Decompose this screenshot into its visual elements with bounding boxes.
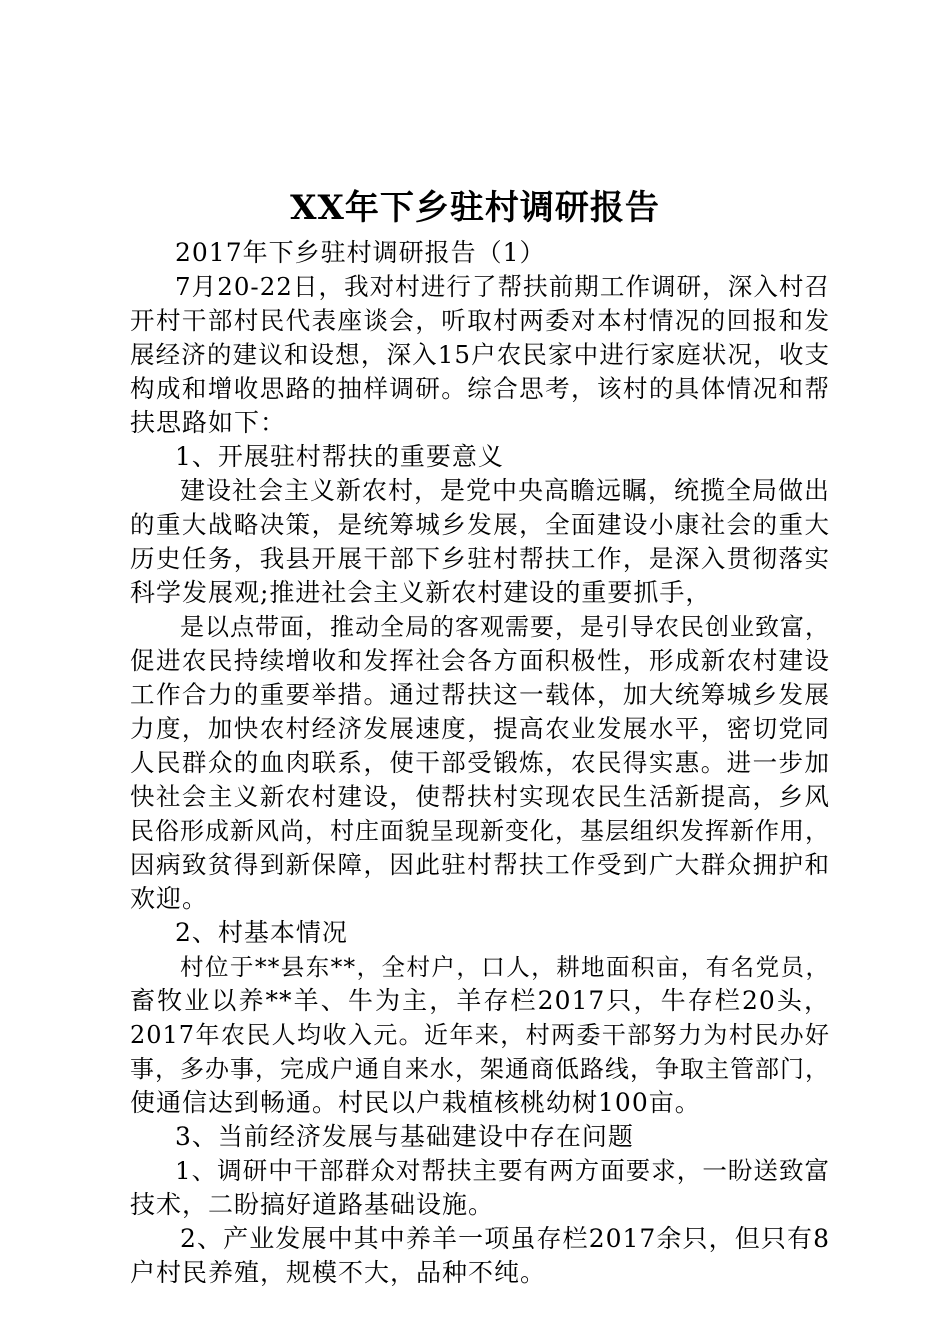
paragraph-line: 建设社会主义新农村，是党中央高瞻远瞩，统揽全局做出 (180, 476, 831, 505)
paragraph-line: 开村干部村民代表座谈会，听取村两委对本村情况的回报和发 (130, 306, 830, 335)
section-heading: 2、村基本情况 (175, 918, 348, 947)
paragraph-line: 工作合力的重要举措。通过帮扶这一载体，加大统筹城乡发展 (130, 680, 830, 709)
paragraph-line: 使通信达到畅通。村民以户栽植核桃幼树100亩。 (130, 1088, 701, 1117)
paragraph-line: 技术，二盼搞好道路基础设施。 (130, 1190, 495, 1219)
paragraph-line: 科学发展观;推进社会主义新农村建设的重要抓手， (130, 578, 712, 607)
paragraph-line: 村位于**县东**，全村户，口人，耕地面积亩，有名党员， (180, 953, 830, 981)
paragraph-line: 构成和增收思路的抽样调研。综合思考，该村的具体情况和帮 (130, 374, 830, 403)
paragraph-line: 畜牧业以养**羊、牛为主，羊存栏2017只，牛存栏20头， (130, 986, 830, 1015)
paragraph-line: 2、产业发展中其中养羊一项虽存栏2017余只，但只有8 (180, 1224, 830, 1253)
paragraph-line: 是以点带面，推动全局的客观需要，是引导农民创业致富， (180, 613, 830, 641)
paragraph-line: 人民群众的血肉联系，使干部受锻炼，农民得实惠。进一步加 (130, 748, 830, 777)
paragraph-line: 7月20-22日，我对村进行了帮扶前期工作调研，深入村召 (175, 272, 830, 301)
paragraph-line: 的重大战略决策，是统筹城乡发展，全面建设小康社会的重大 (130, 510, 830, 539)
paragraph-line: 民俗形成新风尚，村庄面貌呈现新变化，基层组织发挥新作用， (130, 817, 830, 845)
paragraph-line: 2017年农民人均收入元。近年来，村两委干部努力为村民办好 (130, 1021, 830, 1049)
subtitle-line: 2017年下乡驻村调研报告（1） (175, 238, 546, 267)
paragraph-line: 促进农民持续增收和发挥社会各方面积极性，形成新农村建设 (130, 646, 830, 675)
paragraph-line: 展经济的建议和设想，深入15户农民家中进行家庭状况，收支 (130, 340, 830, 369)
document-title: XX年下乡驻村调研报告 (290, 188, 660, 228)
paragraph-line: 欢迎。 (130, 884, 209, 913)
paragraph-line: 1、调研中干部群众对帮扶主要有两方面要求，一盼送致富 (175, 1156, 830, 1185)
section-heading: 3、当前经济发展与基础建设中存在问题 (175, 1122, 634, 1151)
paragraph-line: 事，多办事，完成户通自来水，架通商低路线，争取主管部门， (130, 1055, 830, 1083)
paragraph-line: 扶思路如下： (130, 408, 287, 437)
paragraph-line: 历史任务，我县开展干部下乡驻村帮扶工作，是深入贯彻落实 (130, 544, 830, 573)
paragraph-line: 因病致贫得到新保障，因此驻村帮扶工作受到广大群众拥护和 (130, 850, 830, 879)
paragraph-line: 户村民养殖，规模不大，品种不纯。 (130, 1258, 547, 1287)
paragraph-line: 快社会主义新农村建设，使帮扶村实现农民生活新提高，乡风 (130, 782, 830, 811)
paragraph-line: 力度，加快农村经济发展速度，提高农业发展水平，密切党同 (130, 714, 830, 743)
section-heading: 1、开展驻村帮扶的重要意义 (175, 442, 504, 471)
